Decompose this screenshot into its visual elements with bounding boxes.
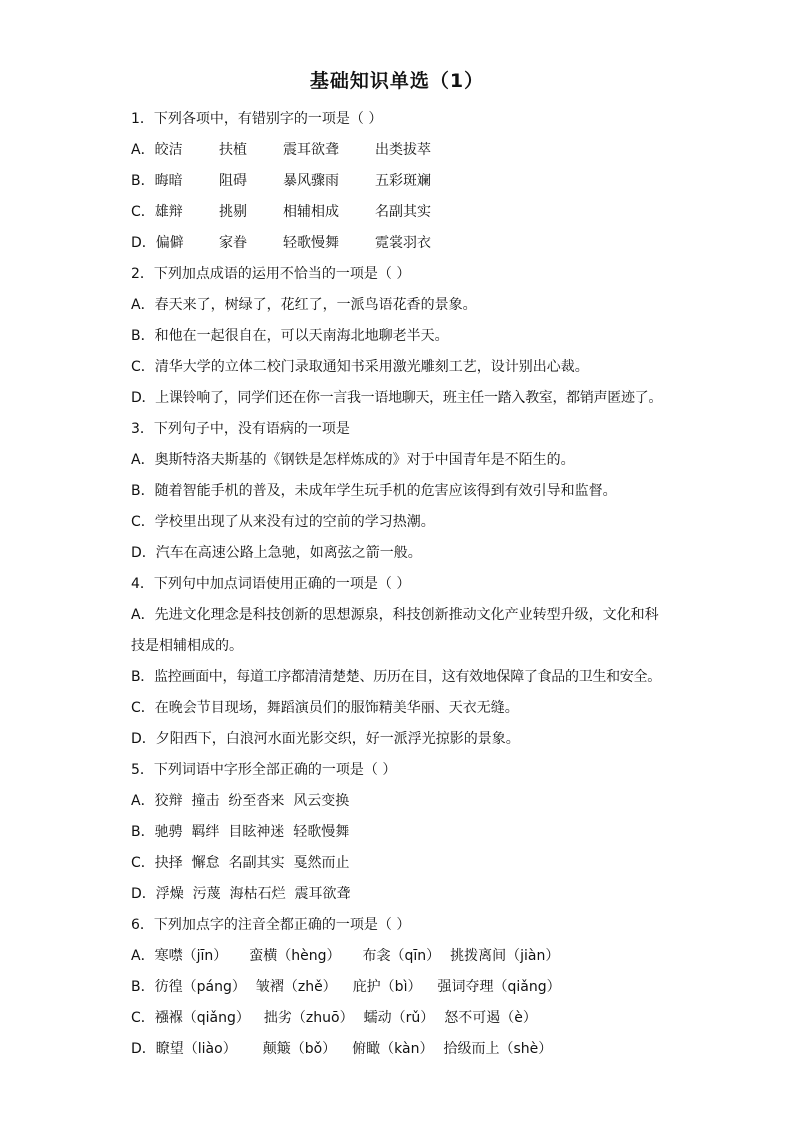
- q1-option-a: A．皎洁 扶植 震耳欲聋 出类拔萃: [131, 142, 431, 158]
- question-stem-6: 6．下列加点字的注音全都正确的一项是（ ）: [131, 917, 411, 933]
- question-stem-5: 5．下列词语中字形全部正确的一项是（ ）: [131, 762, 397, 778]
- q4-option-c: C．在晚会节目现场，舞蹈演员们的服饰精美华丽、天衣无缝。: [131, 700, 519, 716]
- document-title: 基础知识单选（1）: [309, 70, 485, 92]
- q1-option-d: D．偏僻 家眷 轻歌慢舞 霓裳羽衣: [131, 235, 431, 251]
- q6-option-c: C．襁褓（qiǎng） 拙劣（zhuō） 蠕动（rǔ） 怒不可遏（è）: [131, 1010, 537, 1026]
- q4-option-b: B．监控画面中，每道工序都清清楚楚、历历在目，这有效地保障了食品的卫生和安全。: [131, 669, 661, 685]
- q3-option-a: A．奥斯特洛夫斯基的《钢铁是怎样炼成的》对于中国青年是不陌生的。: [131, 452, 575, 468]
- question-stem-3: 3．下列句子中，没有语病的一项是: [131, 421, 350, 437]
- q6-option-d: D．瞭望（liào） 颠簸（bǒ） 俯瞰（kàn） 拾级而上（shè）: [131, 1041, 553, 1057]
- q5-option-c: C．抉择 懈怠 名副其实 戛然而止: [131, 855, 350, 871]
- q3-option-d: D．汽车在高速公路上急驰，如离弦之箭一般。: [131, 545, 422, 561]
- q2-option-c: C．清华大学的立体二校门录取通知书采用激光雕刻工艺，设计别出心裁。: [131, 359, 589, 375]
- q5-option-b: B．驰骋 羁绊 目眩神迷 轻歌慢舞: [131, 824, 350, 840]
- q2-option-a: A．春天来了，树绿了，花红了，一派鸟语花香的景象。: [131, 297, 477, 313]
- question-list: [131, 104, 676, 1065]
- q1-option-b: B．晦暗 阻碍 暴风骤雨 五彩斑斓: [131, 173, 431, 189]
- question-stem-4: 4．下列句中加点词语使用正确的一项是（ ）: [131, 576, 411, 592]
- q4-option-d: D．夕阳西下，白浪河水面光影交织，好一派浮光掠影的景象。: [131, 731, 520, 747]
- q2-option-b: B．和他在一起很自在，可以天南海北地聊老半天。: [131, 328, 449, 344]
- q3-option-c: C．学校里出现了从来没有过的空前的学习热潮。: [131, 514, 435, 530]
- q4-option-a: A．先进文化理念是科技创新的思想源泉，科技创新推动文化产业转型升级，文化和科技是相辅相成的。: [131, 607, 659, 654]
- q2-option-d: D．上课铃响了，同学们还在你一言我一语地聊天，班主任一踏入教室，都销声匿迹了。: [131, 390, 663, 406]
- q6-option-a: A．寒噤（jīn） 蛮横（hèng） 布衾（qīn） 挑拨离间（jiàn）: [131, 948, 560, 964]
- q6-option-b: B．彷徨（páng） 皱褶（zhě） 庇护（bì） 强词夺理（qiǎng）: [131, 979, 561, 995]
- q3-option-b: B．随着智能手机的普及，未成年学生玩手机的危害应该得到有效引导和监督。: [131, 483, 617, 499]
- q5-option-d: D．浮燥 污蔑 海枯石烂 震耳欲聋: [131, 886, 351, 902]
- question-stem-1: 1．下列各项中，有错别字的一项是（ ）: [131, 111, 383, 127]
- q5-option-a: A．狡辩 撞击 纷至沓来 风云变换: [131, 793, 350, 809]
- question-stem-2: 2．下列加点成语的运用不恰当的一项是（ ）: [131, 266, 411, 282]
- q1-option-c: C．雄辩 挑剔 相辅相成 名副其实: [131, 204, 431, 220]
